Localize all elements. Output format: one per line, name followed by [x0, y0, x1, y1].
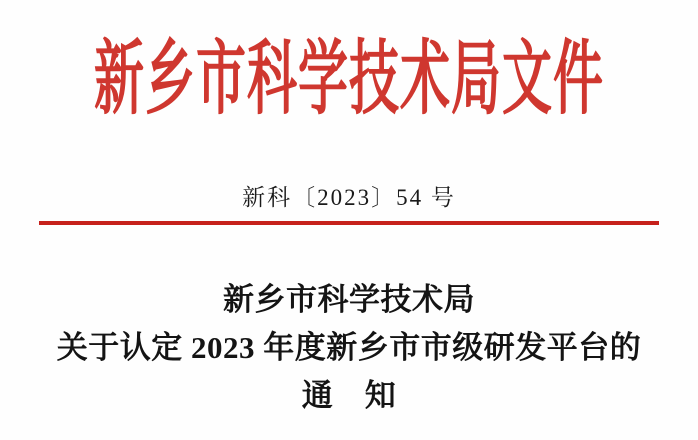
- document-number: 新科〔2023〕54 号: [242, 185, 456, 210]
- document-masthead-title: 新乡市科学技术局文件: [94, 33, 604, 125]
- notice-title-block: [0, 276, 698, 420]
- notice-title-line2: 关于认定 2023 年度新乡市市级研发平台的: [56, 330, 642, 365]
- red-divider-line: [39, 221, 659, 225]
- notice-title-line1: 新乡市科学技术局: [223, 282, 475, 317]
- notice-title-line3: 通 知: [301, 378, 397, 413]
